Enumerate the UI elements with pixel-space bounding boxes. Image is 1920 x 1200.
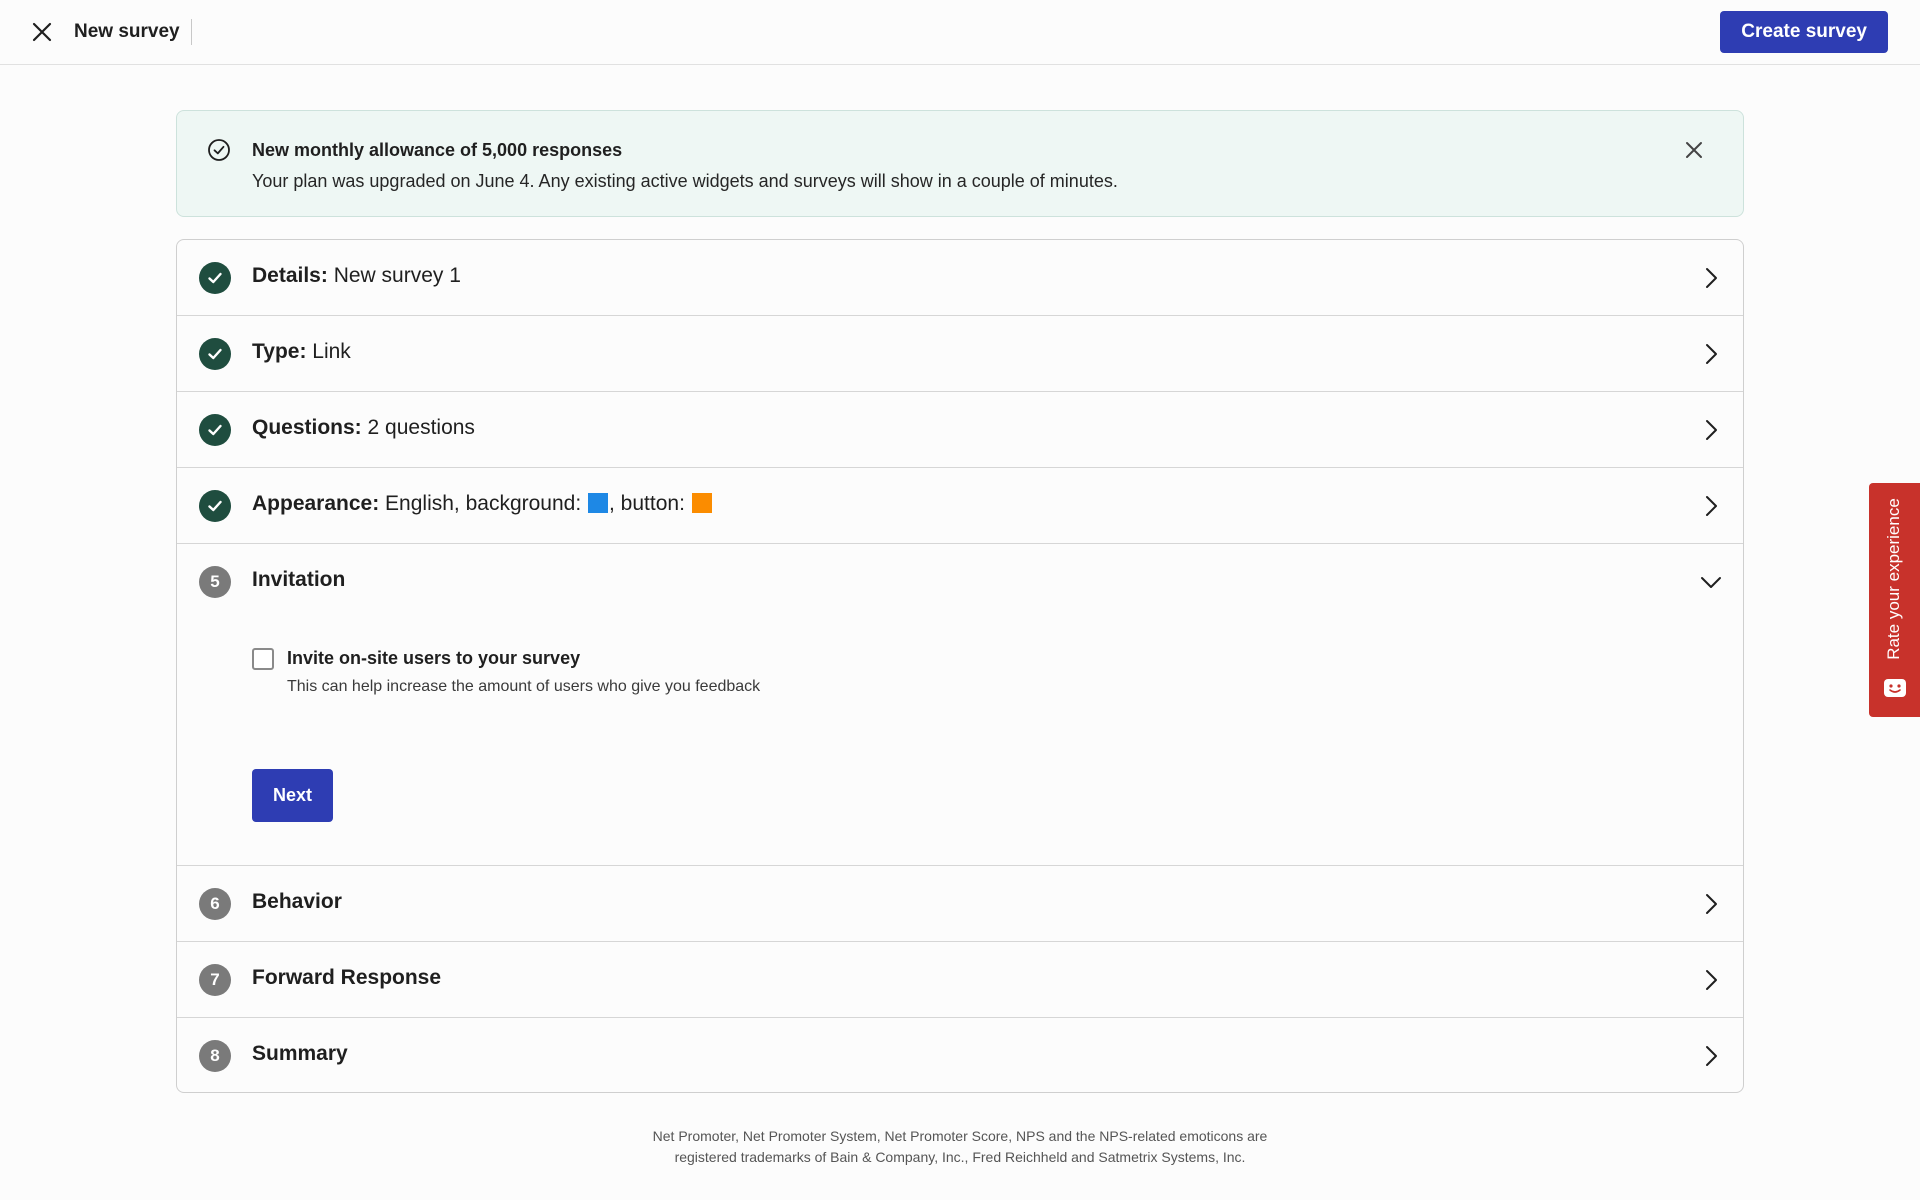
chevron-right-icon [1699, 266, 1723, 290]
invite-checkbox-label: Invite on-site users to your survey [287, 648, 581, 668]
step-summary[interactable] [177, 1018, 1743, 1093]
background-color-swatch [588, 493, 608, 513]
close-button[interactable] [25, 15, 59, 49]
step-summary-label: Summary [252, 1042, 348, 1065]
rate-experience-tab[interactable] [1869, 483, 1920, 717]
step-behavior[interactable] [177, 866, 1743, 942]
checkmark-icon [206, 497, 224, 515]
step-appearance[interactable] [177, 468, 1743, 544]
page-title: New survey [74, 21, 180, 42]
checkmark-icon [206, 269, 224, 287]
chevron-right-icon [1699, 418, 1723, 442]
trademark-footer [560, 1126, 1360, 1168]
plan-upgrade-banner [176, 110, 1744, 217]
step-invitation-label: Invitation [252, 568, 346, 591]
step-forward-response[interactable] [177, 942, 1743, 1018]
step-forward-response-label: Forward Response [252, 966, 442, 989]
step-number-badge: 7 [199, 964, 231, 996]
invite-onsite-users-checkbox[interactable] [252, 648, 274, 670]
checkmark-icon [206, 421, 224, 439]
step-behavior-label: Behavior [252, 890, 342, 913]
checkmark-icon [206, 345, 224, 363]
step-complete-badge [199, 490, 231, 522]
rate-experience-label: Rate your experience [1884, 498, 1903, 660]
step-complete-badge [199, 414, 231, 446]
step-questions[interactable] [177, 392, 1743, 468]
step-details-label: Details: New survey 1 [252, 264, 461, 287]
step-appearance-label: Appearance: English, background: , button: [252, 492, 713, 516]
step-complete-badge [199, 338, 231, 370]
chevron-right-icon [1699, 968, 1723, 992]
chevron-down-icon [1699, 570, 1723, 594]
check-circle-icon [207, 138, 231, 162]
chevron-right-icon [1699, 892, 1723, 916]
step-complete-badge [199, 262, 231, 294]
step-type-label: Type: Link [252, 340, 351, 363]
invite-checkbox-help: This can help increase the amount of users who give you feedback [287, 678, 761, 695]
step-invitation [177, 544, 1743, 866]
chevron-right-icon [1699, 1044, 1723, 1068]
banner-message: Your plan was upgraded on June 4. Any existing active widgets and surveys will show in a couple of minutes. [252, 171, 1118, 191]
step-number-badge: 6 [199, 888, 231, 920]
smiley-face-icon [1883, 678, 1907, 698]
step-questions-label: Questions: 2 questions [252, 416, 475, 439]
next-button[interactable]: Next [252, 769, 333, 822]
title-divider [191, 19, 192, 45]
survey-steps-accordion [176, 239, 1744, 1093]
footer-line-1: Net Promoter, Net Promoter System, Net Promoter Score, NPS and the NPS-related emoticons are [652, 1128, 1268, 1144]
close-icon [31, 21, 53, 43]
step-type[interactable] [177, 316, 1743, 392]
top-bar [0, 0, 1920, 65]
footer-line-2: registered trademarks of Bain & Company, Inc., Fred Reichheld and Satmetrix Systems, Inc. [674, 1149, 1246, 1165]
chevron-right-icon [1699, 494, 1723, 518]
dismiss-banner-close-icon[interactable] [1681, 137, 1707, 163]
button-color-swatch [692, 493, 712, 513]
chevron-right-icon [1699, 342, 1723, 366]
banner-title: New monthly allowance of 5,000 responses [252, 140, 623, 160]
create-survey-button[interactable]: Create survey [1720, 11, 1888, 53]
step-number-badge: 8 [199, 1040, 231, 1072]
step-invitation-header[interactable] [177, 544, 1743, 620]
step-details[interactable] [177, 240, 1743, 316]
step-number-badge: 5 [199, 566, 231, 598]
